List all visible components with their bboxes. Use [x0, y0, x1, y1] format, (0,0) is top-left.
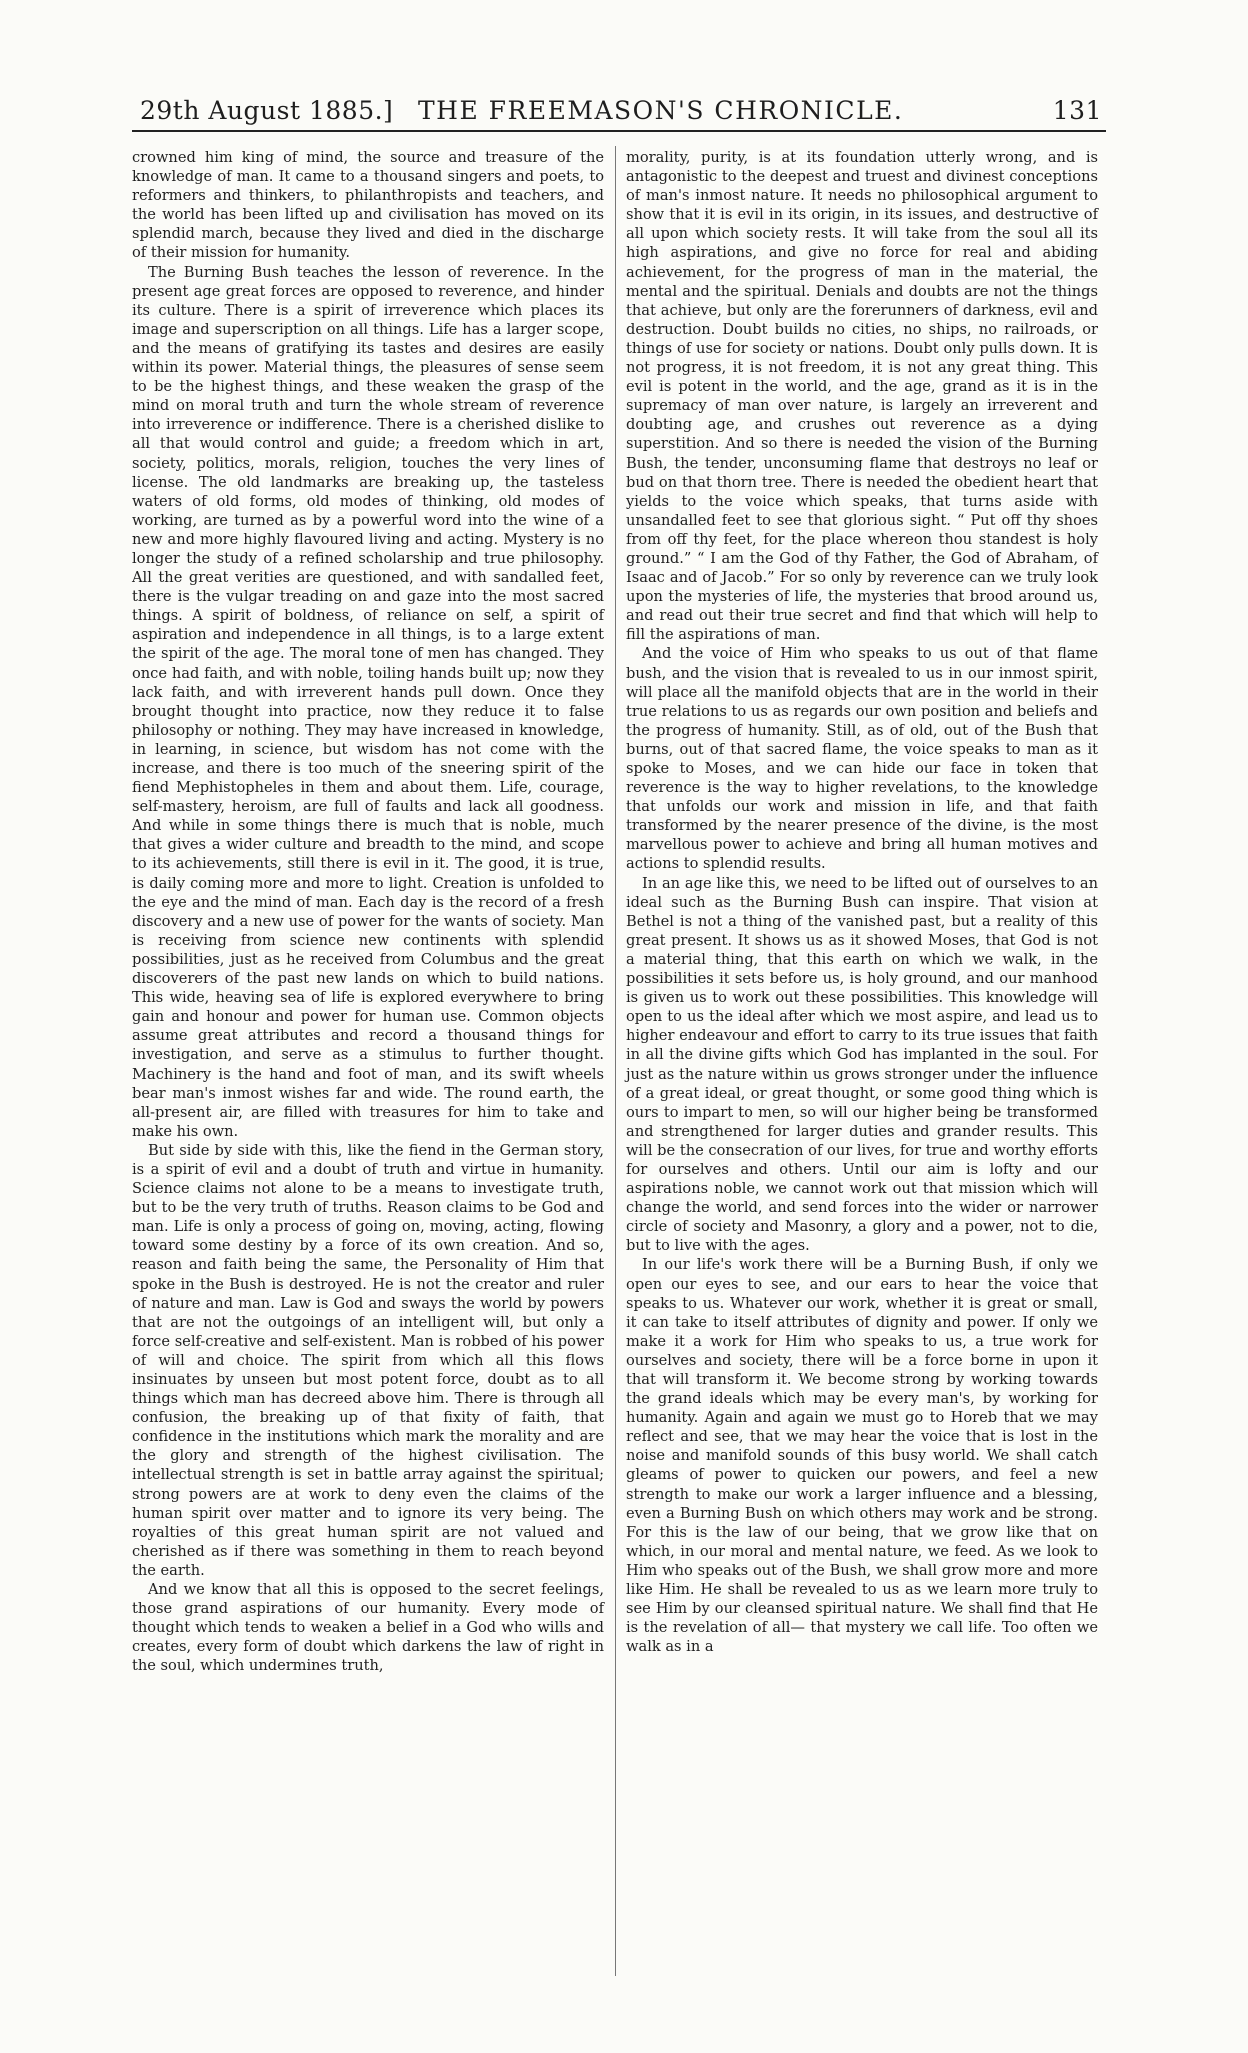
paragraph: But side by side with this, like the fiend in the German story, is a spirit of evil and a doubt of truth and virtue in humanity. Science claims not alone to be a means to investigate truth, but to be the very truth of truths. Reason claims to be God and man. Life is only a process of going on, moving, acting, flowing toward some destiny by a force of its own creation. And so, reason and faith being the same, the Personality of Him that spoke in the Bush is destroyed. He is not the creator and ruler of nature and man. Law is God and sways the world by powers that are not the outgoings of an intelligent will, but only a force self-creative and self-existent. Man is robbed of his power of will and choice. The spirit from which all this flows insinuates by unseen but most potent force, doubt as to all things which man has decreed above him. There is through all confusion, the breaking up of that fixity of faith, that confidence in the institutions which mark the morality and are the glory and strength of the highest civilisation. The intellectual strength is set in battle array against the spiritual; strong powers are at work to deny even the claims of the human spirit over matter and to ignore its very being. The royalties of this great human spirit are not valued and cherished as if there was something in them to reach beyond the earth. — [132, 1141, 604, 1579]
paragraph: And the voice of Him who speaks to us out of that flame bush, and the vision that is revealed to us in our inmost spirit, will place all the manifold objects that are in the world in their true relations to us as regards our own position and beliefs and the progress of humanity. Still, as of old, out of the Bush that burns, out of that sacred flame, the voice speaks to man as it spoke to Moses, and we can hide our face in token that reverence is the way to higher revelations, to the knowledge that unfolds our work and mission in life, and that faith transformed by the nearer presence of the divine, is the most marvellous power to achieve and bring all human motives and actions to splendid results. — [626, 645, 1098, 873]
header-rule — [132, 130, 1106, 132]
publication-title: THE FREEMASON'S CHRONICLE. — [418, 96, 904, 125]
paragraph: crowned him king of mind, the source and treasure of the knowledge of man. It came to a thousand singers and poets, to reformers and thinkers, to philanthropists and teachers, and the world has been lifted up and civilisation has moved on its splendid march, because they lived and died in the discharge of their mission for humanity. — [132, 149, 604, 262]
column-divider — [615, 146, 616, 1976]
paragraph: In our life's work there will be a Burning Bush, if only we open our eyes to see, and our ears to hear the voice that speaks to us. Whatever our work, whether it is great or small, it can take to itself attributes of dignity and power. If only we make it a work for Him who speaks to us, a true work for ourselves and society, there will be a force borne in upon it that will transform it. We become strong by working towards the grand ideals which may be every man's, by working for humanity. Again and again we must go to Horeb that we may reflect and see, that we may hear the voice that is lost in the noise and manifold sounds of this busy world. We shall catch gleams of power to quicken our powers, and feel a new strength to make our work a larger influence and a blessing, even a Burning Bush on which others may work and be strong. For this is the law of our being, that we grow like that on which, in our moral and mental nature, we feed. As we look to Him who speaks out of the Bush, we shall grow more and more like Him. He shall be revealed to us as we learn more truly to see Him by our cleansed spiritual nature. We shall find that He is the revelation of all— that mystery we call life. Too often we walk as in a — [626, 1256, 1098, 1656]
paragraph: morality, purity, is at its foundation utterly wrong, and is antagonistic to the deepest and truest and divinest conceptions of man's inmost nature. It needs no philosophical argument to show that it is evil in its origin, in its issues, and destructive of all upon which society rests. It will take from the soul all its high aspirations, and give no force for real and abiding achievement, for the progress of man in the material, the mental and the spiritual. Denials and doubts are not the things that achieve, but only are the forerunners of darkness, evil and destruction. Doubt builds no cities, no ships, no railroads, or things of use for society or nations. Doubt only pulls down. It is not progress, it is not freedom, it is not any great thing. This evil is potent in the world, and the age, grand as it is in the supremacy of man over nature, is largely an irreverent and doubting age, and crushes out reverence as a dying superstition. And so there is needed the vision of the Burning Bush, the tender, unconsuming flame that destroys no leaf or bud on that thorn tree. There is needed the obedient heart that yields to the voice which speaks, that turns aside with unsandalled feet to see that glorious sight. “ Put off thy shoes from off thy feet, for the place whereon thou standest is holy ground.” “ I am the God of thy Father, the God of Abraham, of Isaac and of Jacob.” For so only by reverence can we truly look upon the mysteries of life, the mysteries that brood around us, and read out their true secret and find that which will help to fill the aspirations of man. — [626, 149, 1098, 644]
page-number: 131 — [1052, 96, 1102, 125]
left-column — [132, 148, 604, 1676]
paragraph: And we know that all this is opposed to the secret feelings, those grand aspirations of our humanity. Every mode of thought which tends to weaken a belief in a God who wills and creates, every form of doubt which darkens the law of right in the soul, which undermines truth, — [132, 1581, 604, 1675]
paragraph: The Burning Bush teaches the lesson of reverence. In the present age great forces are opposed to reverence, and hinder its culture. There is a spirit of irreverence which places its image and superscription on all things. Life has a larger scope, and the means of gratifying its tastes and desires are easily within its power. Material things, the pleasures of sense seem to be the highest things, and these weaken the grasp of the mind on moral truth and turn the whole stream of reverence into irreverence or indifference. There is a cherished dislike to all that would control and guide; a freedom which in art, society, politics, morals, religion, touches the very lines of license. The old landmarks are breaking up, the tasteless waters of old forms, old modes of thinking, old modes of working, are turned as by a powerful word into the wine of a new and more highly flavoured living and acting. Mystery is no longer the study of a refined scholarship and true philosophy. All the great verities are questioned, and with sandalled feet, there is the vulgar treading on and gaze into the most sacred things. A spirit of boldness, of reliance on self, a spirit of aspiration and independence in all things, is to a large extent the spirit of the age. The moral tone of men has changed. They once had faith, and with noble, toiling hands built up; now they lack faith, and with irreverent hands pull down. Once they brought thought into practice, now they reduce it to false philosophy or nothing. They may have increased in knowledge, in learning, in science, but wisdom has not come with the increase, and there is too much of the sneering spirit of the fiend Mephistopheles in them and about them. Life, courage, self-mastery, heroism, are full of faults and lack all goodness. And while in some things there is much that is noble, much that gives a wider culture and breadth to the mind, and scope to its achievements, still there is evil in it. The good, it is true, is daily coming more and more to light. Creation is unfolded to the eye and the mind of man. Each day is the record of a fresh discovery and a new use of power for the wants of society. Man is receiving from science new continents with splendid possibilities, just as he received from Columbus and the great discoverers of the past new lands on which to build nations. This wide, heaving sea of life is explored everywhere to bring gain and honour and power for human use. Common objects assume great attributes and record a thousand things for investigation, and serve as a stimulus to further thought. Machinery is the hand and foot of man, and its swift wheels bear man's inmost wishes far and wide. The round earth, the all-present air, are filled with treasures for him to take and make his own. — [132, 263, 604, 1140]
paragraph: In an age like this, we need to be lifted out of ourselves to an ideal such as the Burning Bush can inspire. That vision at Bethel is not a thing of the vanished past, but a reality of this great present. It shows us as it showed Moses, that God is not a material thing, that this earth on which we walk, in the possibilities it sets before us, is holy ground, and our manhood is given us to work out these possibilities. This knowledge will open to us the ideal after which we most aspire, and lead us to higher endeavour and effort to carry to its true issues that faith in all the divine gifts which God has implanted in the soul. For just as the nature within us grows stronger under the influence of a great ideal, or great thought, or some good thing which is ours to impart to men, so will our higher being be transformed and strengthened for larger duties and grander results. This will be the consecration of our lives, for true and worthy efforts for ourselves and others. Until our aim is lofty and our aspirations noble, we cannot work out that mission which will change the world, and send forces into the wider or narrower circle of society and Masonry, a glory and a power, not to die, but to live with the ages. — [626, 874, 1098, 1255]
issue-date: 29th August 1885.] — [140, 96, 394, 125]
right-column — [626, 148, 1098, 1656]
